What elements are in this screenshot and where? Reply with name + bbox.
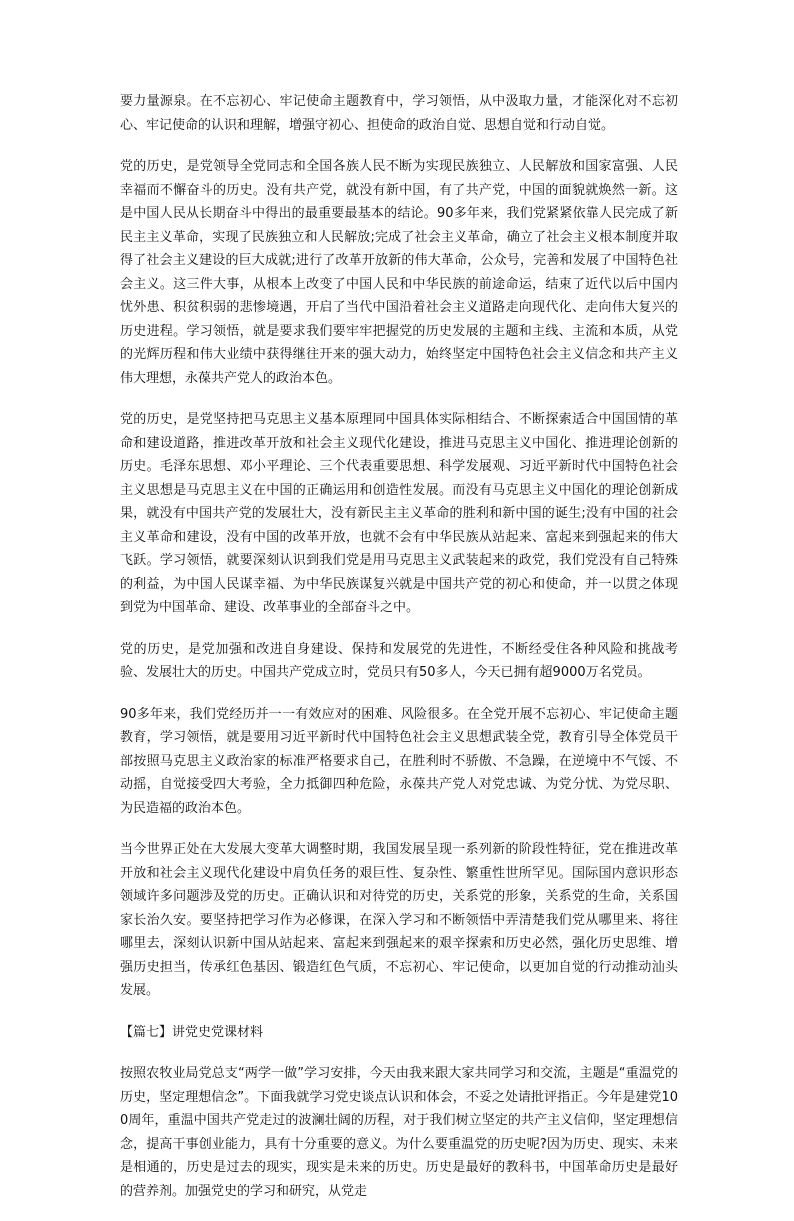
section-heading: 【篇七】讲党史党课材料 [120,1024,264,1040]
paragraph-2: 党的历史，是党领导全党同志和全国各族人民不断为实现民族独立、人民解放和国家富强、人民幸福而不懈奋斗的历史。没有共产党，就没有新中国，有了共产党，中国的面貌就焕然一新。这是中国人民从长期奋斗中得出的最重要最基本的结论。90多年来，我们党紧紧依靠人民完成了新民主主义革命，实现了民族独立和人民解放;完成了社会主义革命，确立了社会主义根本制度并取得了社会主义建设的巨大成就;进行了改革开放新的伟大革命，公众号，完善和发展了中国特色社会主义。这三件大事，从根本上改变了中国人民和中华民族的前途命运，结束了近代以后中国内忧外患、积贫积弱的悲惨境遇，开启了当代中国沿着社会主义道路走向现代化、走向伟大复兴的历史进程。学习领悟，就是要求我们要牢牢把握党的历史发展的主题和主线、主流和本质，从党的光辉历程和伟大业绩中获得继往开来的强大动力，始终坚定中国特色社会主义信念和共产主义伟大理想，永葆共产党人的政治本色。 [120,159,678,386]
paragraph-4: 党的历史，是党加强和改进自身建设、保持和发展党的先进性，不断经受住各种风险和挑战考验、发展壮大的历史。中国共产党成立时，党员只有50多人，今天已拥有超9000万名党员。 [120,641,678,680]
document-page [120,90,678,1221]
paragraph-1: 要力量源泉。在不忘初心、牢记使命主题教育中，学习领悟，从中汲取力量，才能深化对不忘初心、牢记使命的认识和理解，增强守初心、担使命的政治自觉、思想自觉和行动自觉。 [120,94,678,133]
paragraph-7: 按照农牧业局党总支“两学一做”学习安排，今天由我来跟大家共同学习和交流，主题是“重温党的历史，坚定理想信念”。下面我就学习党史谈点认识和体会，不妥之处请批评指正。今年是建党100周年，重温中国共产党走过的波澜壮阔的历程，对于我们树立坚定的共产主义信仰，坚定理想信念，提高干事创业能力，具有十分重要的意义。为什么要重温党的历史呢?因为历史、现实、未来是相通的，历史是过去的现实，现实是未来的历史。历史是最好的教科书，中国革命历史是最好的营养剂。加强党史的学习和研究，从党走 [120,1066,678,1199]
paragraph-5: 90多年来，我们党经历并一一有效应对的困难、风险很多。在全党开展不忘初心、牢记使命主题教育，学习领悟，就是要用习近平新时代中国特色社会主义思想武装全党，教育引导全体党员干部按照马克思主义政治家的标准严格要求自己，在胜利时不骄傲、不急躁，在逆境中不气馁、不动摇，自觉接受四大考验，全力抵御四种危险，永葆共产党人对党忠诚、为党分忧、为党尽职、为民造福的政治本色。 [120,706,678,816]
paragraph-3: 党的历史，是党坚持把马克思主义基本原理同中国具体实际相结合、不断探索适合中国国情的革命和建设道路，推进改革开放和社会主义现代化建设，推进马克思主义中国化、推进理论创新的历史。毛泽东思想、邓小平理论、三个代表重要思想、科学发展观、习近平新时代中国特色社会主义思想是马克思主义在中国的正确运用和创造性发展。而没有马克思主义中国化的理论创新成果，就没有中国共产党的发展壮大，没有新民主主义革命的胜利和新中国的诞生;没有中国的社会主义革命和建设，没有中国的改革开放，也就不会有中华民族从站起来、富起来到强起来的伟大飞跃。学习领悟，就要深刻认识到我们党是用马克思主义武装起来的政党，我们党没有自己特殊的利益，为中国人民谋幸福、为中华民族谋复兴就是中国共产党的初心和使命，并一以贯之体现到党为中国革命、建设、改革事业的全部奋斗之中。 [120,412,678,615]
paragraph-6: 当今世界正处在大发展大变革大调整时期，我国发展呈现一系列新的阶段性特征，党在推进改革开放和社会主义现代化建设中肩负任务的艰巨性、复杂性、繁重性世所罕见。国际国内意识形态领域许多问题涉及党的历史。正确认识和对待党的历史，关系党的形象，关系党的生命，关系国家长治久安。要坚持把学习作为必修课，在深入学习和不断领悟中弄清楚我们党从哪里来、将往哪里去，深刻认识新中国从站起来、富起来到强起来的艰辛探索和历史必然，强化历史思维、增强历史担当，传承红色基因、锻造红色气质，不忘初心、牢记使命，以更加自觉的行动推动汕头发展。 [120,842,678,998]
